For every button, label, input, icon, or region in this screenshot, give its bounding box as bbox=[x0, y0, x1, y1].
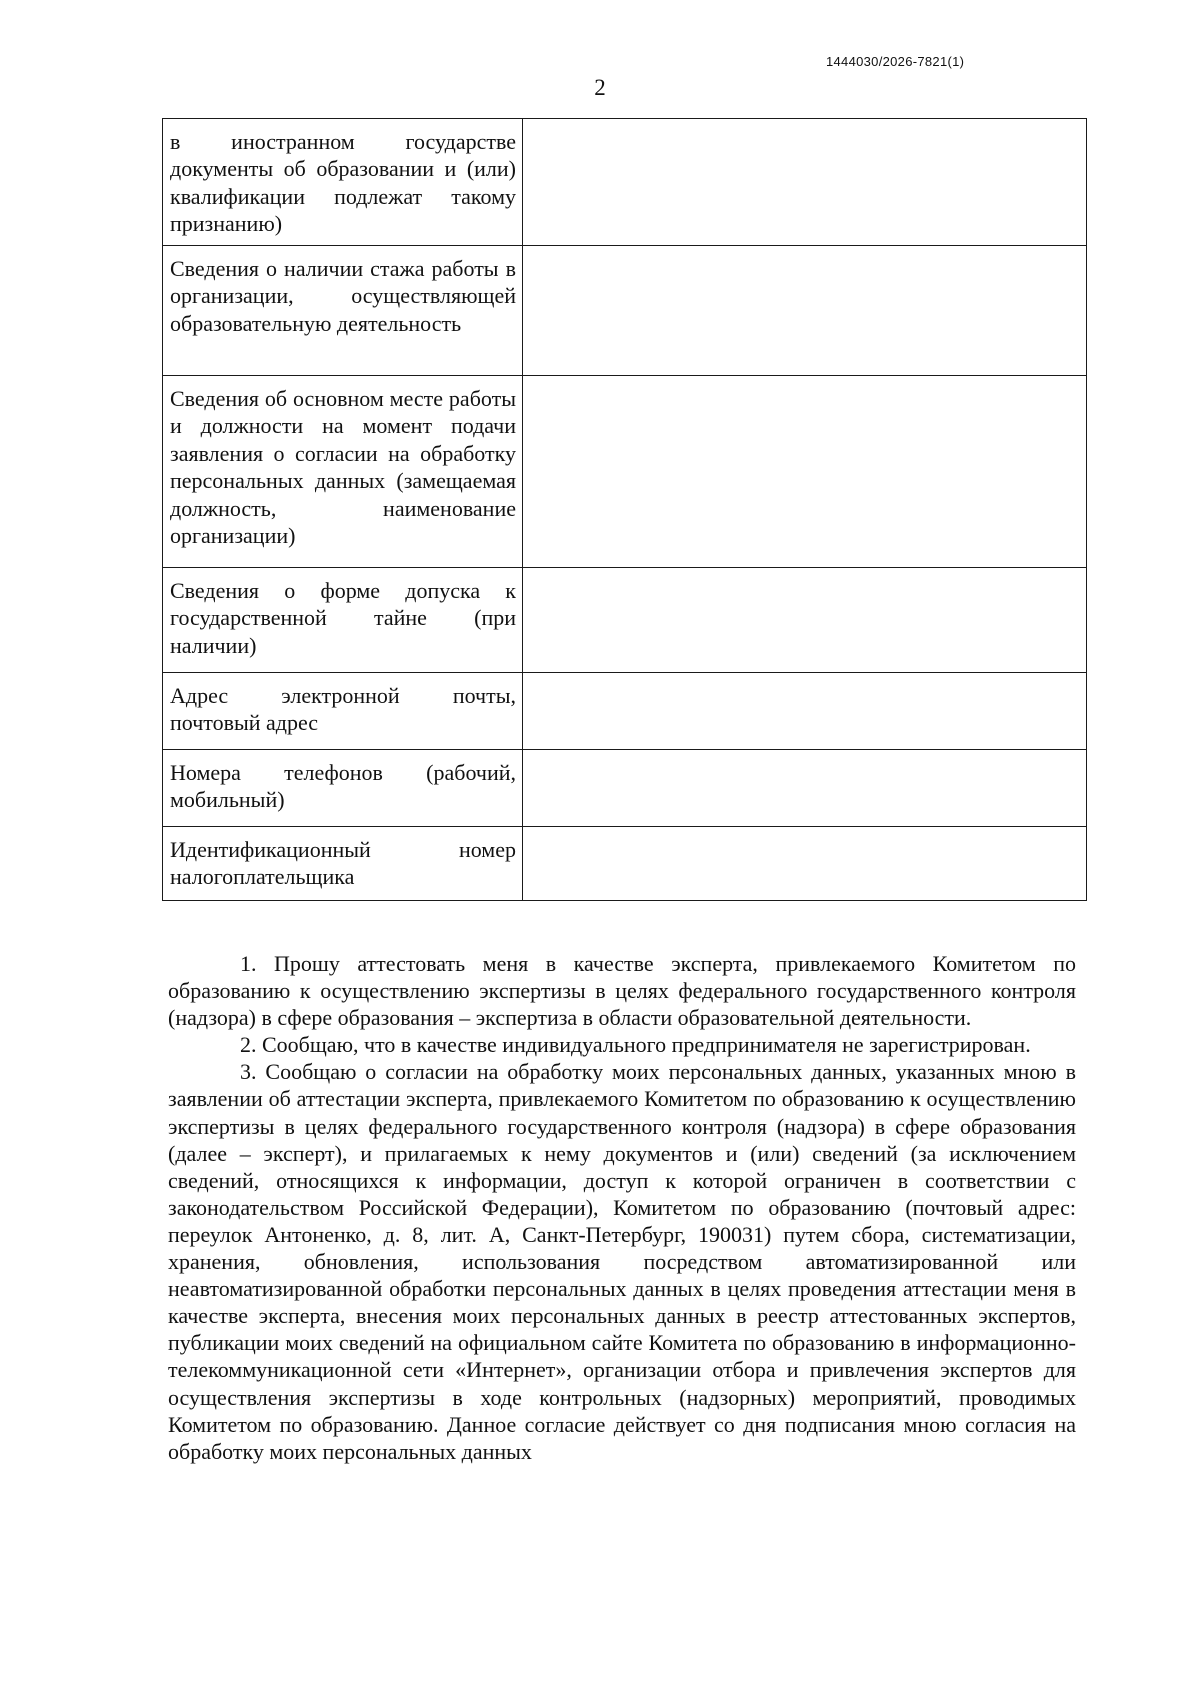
document-registration-number: 1444030/2026-7821(1) bbox=[826, 54, 965, 69]
table-row bbox=[163, 673, 1087, 750]
row-label-email-postal-address: Адрес электронной почты, почтовый адрес bbox=[163, 673, 523, 750]
row-value-work-experience bbox=[523, 246, 1087, 376]
row-value-foreign-education bbox=[523, 119, 1087, 246]
application-body-text bbox=[168, 950, 1076, 1465]
table-row bbox=[163, 376, 1087, 568]
paragraph-attestation-request: 1. Прошу аттестовать меня в качестве эксперта, привлекаемого Комитетом по образованию к осуществлению экспертизы в целях федерального государственного контроля (надзора) в сфере образования – экспертиза в области образовательной деятельности. bbox=[168, 951, 1076, 1031]
table-row bbox=[163, 827, 1087, 901]
row-value-email-postal-address bbox=[523, 673, 1087, 750]
table-row bbox=[163, 750, 1087, 827]
row-label-foreign-education: в иностранном государстве документы об образовании и (или) квалификации подлежат такому признанию) bbox=[163, 119, 523, 246]
table-row bbox=[163, 119, 1087, 246]
row-value-taxpayer-id bbox=[523, 827, 1087, 901]
row-label-state-secret-clearance: Сведения о форме допуска к государственной тайне (при наличии) bbox=[163, 568, 523, 673]
row-label-main-workplace: Сведения об основном месте работы и должности на момент подачи заявления о согласии на обработку персональных данных (замещаемая должность, наименование организации) bbox=[163, 376, 523, 568]
row-label-phone-numbers: Номера телефонов (рабочий, мобильный) bbox=[163, 750, 523, 827]
row-value-state-secret-clearance bbox=[523, 568, 1087, 673]
paragraph-entrepreneur-status: 2. Сообщаю, что в качестве индивидуального предпринимателя не зарегистрирован. bbox=[240, 1032, 1031, 1058]
row-label-taxpayer-id: Идентификационный номер налогоплательщика bbox=[163, 827, 523, 901]
table-row bbox=[163, 568, 1087, 673]
table-row bbox=[163, 246, 1087, 376]
row-value-main-workplace bbox=[523, 376, 1087, 568]
paragraph-personal-data-consent: 3. Сообщаю о согласии на обработку моих персональных данных, указанных мною в заявлении об аттестации эксперта, привлекаемого Комитетом по образованию к осуществлению экспертизы в целях федерального государственного контроля (надзора) в сфере образования (далее – эксперт), и прилагаемых к нему документов и (или) сведений (за исключением сведений, относящихся к информации, доступ к которой ограничен в соответствии с законодательством Российской Федерации), Комитетом по образованию (почтовый адрес: переулок Антоненко, д. 8, лит. А, Санкт-Петербург, 190031) путем сбора, систематизации, хранения, обновления, использования посредством автоматизированной или неавтоматизированной обработки персональных данных в целях проведения аттестации меня в качестве эксперта, внесения моих персональных данных в реестр аттестованных экспертов, публикации моих сведений на официальном сайте Комитета по образованию в информационно-телекоммуникационной сети «Интернет», организации отбора и привлечения экспертов для осуществления экспертизы в ходе контрольных (надзорных) мероприятий, проводимых Комитетом по образованию. Данное согласие действует со дня подписания мною согласия на обработку моих персональных данных bbox=[168, 1059, 1076, 1464]
page-number: 2 bbox=[594, 75, 606, 100]
application-form-table bbox=[162, 118, 1087, 901]
row-label-work-experience: Сведения о наличии стажа работы в организации, осуществляющей образовательную деятельность bbox=[163, 246, 523, 376]
row-value-phone-numbers bbox=[523, 750, 1087, 827]
